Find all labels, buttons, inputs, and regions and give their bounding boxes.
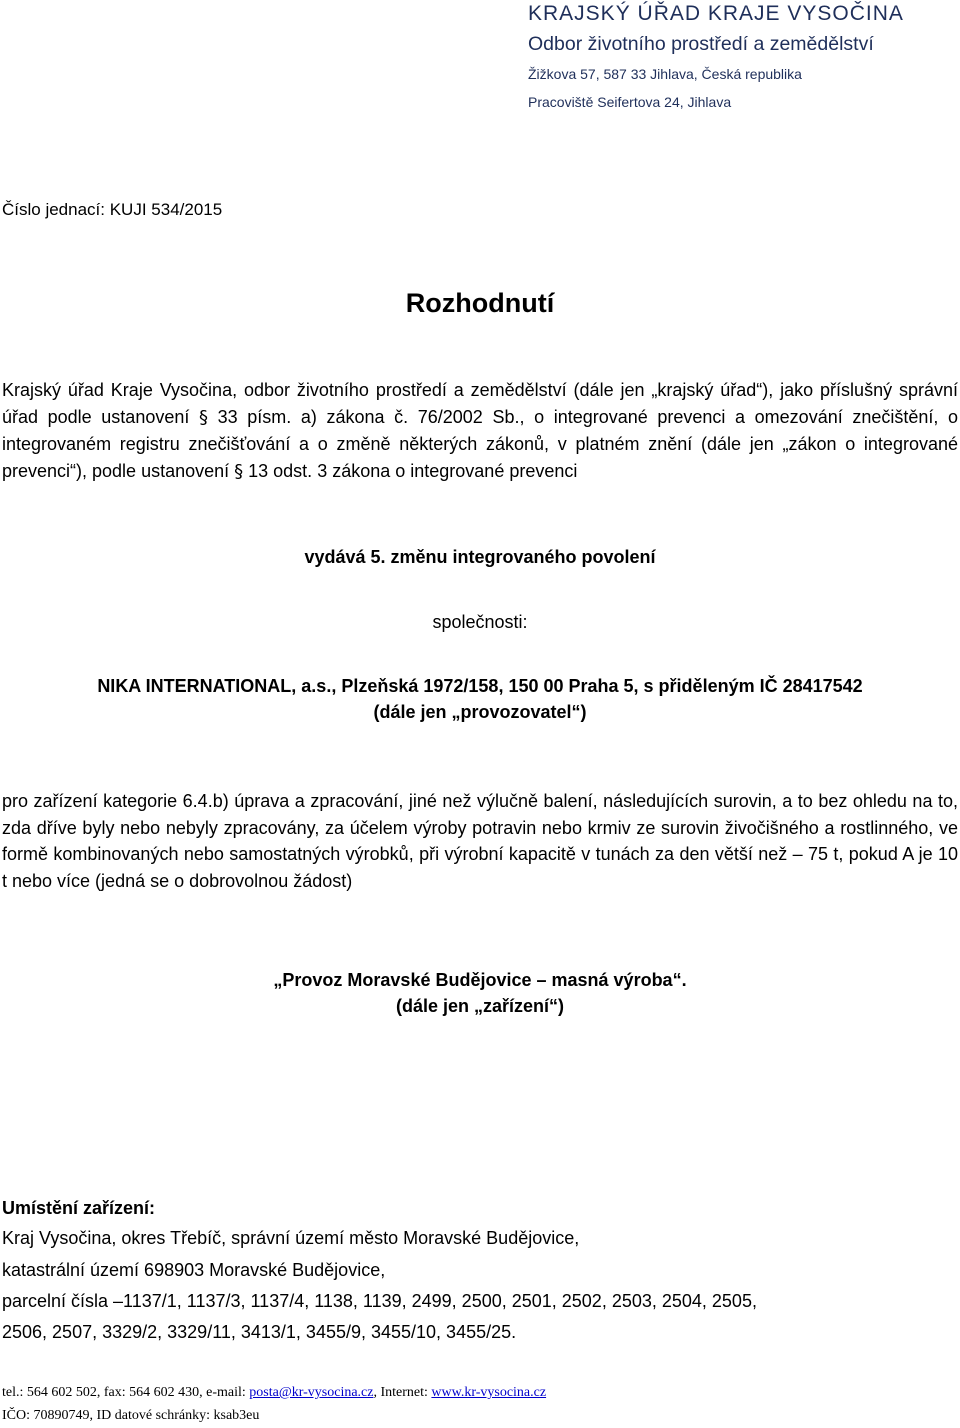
issues-rest: změnu integrovaného povolení (390, 547, 656, 567)
internet-label: , Internet: (373, 1385, 432, 1400)
location-heading: Umístění zařízení: (2, 1198, 156, 1218)
section-sign: § (198, 406, 208, 428)
location-line-1: Kraj Vysočina, okres Třebíč, správní území město Moravské Budějovice, (2, 1228, 580, 1248)
workplace-address: Pracoviště Seifertova 24, Jihlava (528, 94, 732, 110)
document-title: Rozhodnutí (405, 288, 555, 318)
intro-part-3: 13 odst. 3 zákona o integrované prevenci (243, 460, 578, 481)
authority-name: KRAJSKÝ ÚŘAD KRAJE VYSOČINA (528, 2, 904, 25)
issues-prefix: vydává 5. (304, 547, 391, 567)
company-line: NIKA INTERNATIONAL, a.s., Plzeňská 1972/158, 150 00 Praha 5, s přiděleným IČ 28417542 (97, 676, 863, 696)
footer-ids: IČO: 70890749, ID datové schránky: ksab3eu (2, 1408, 260, 1423)
intro-part-2: 33 písm. a) zákona č. 76/2002 Sb., o integrované prevenci a omezování znečištění, o integrovaném registru znečišťování a o změně některých zákonů, v platném znění (dále jen „zákon o integrované prevenci“), podle ustanovení (2, 406, 958, 481)
location-line-2: katastrální území 698903 Moravské Budějovice, (2, 1260, 386, 1280)
company-label: společnosti: (432, 612, 528, 632)
intro-part-1: Krajský úřad Kraje Vysočina, odbor životního prostředí a zemědělství (dále jen „krajský úřad“), jako příslušný správní úřad podle ustanovení (2, 380, 958, 427)
reference-number: Číslo jednací: KUJI 534/2015 (2, 200, 223, 219)
company-alias: (dále jen „provozovatel“) (373, 702, 587, 722)
facility-name: „Provoz Moravské Budějovice – masná výroba“. (273, 970, 687, 990)
facility-alias: (dále jen „zařízení“) (395, 996, 565, 1016)
footer-phone: tel.: 564 602 502, fax: 564 602 430, e-mail: (2, 1385, 250, 1400)
section-sign: § (234, 460, 244, 482)
website-link[interactable]: www.kr-vysocina.cz (431, 1385, 547, 1400)
authority-address: Žižkova 57, 587 33 Jihlava, Česká republika (528, 66, 802, 82)
intro-paragraph (2, 377, 958, 485)
issues-statement (0, 547, 960, 568)
footer-contact (2, 1385, 546, 1401)
category-paragraph: pro zařízení kategorie 6.4.b) úprava a zpracování, jiné než výlučně balení, následujících surovin, a to bez ohledu na to, zda dříve byly nebo nebyly zpracovány, za účelem výroby potravin nebo krmiv ze surovin živočišného a rostlinného, ve formě kombinovaných nebo samostatných výrobků, při výrobní kapacitě v tunách za den větší než – 75 t, pokud A je 10 t nebo více (jedná se o dobrovolnou žádost) (2, 791, 958, 891)
location-line-4: 2506, 2507, 3329/2, 3329/11, 3413/1, 3455/9, 3455/10, 3455/25. (2, 1322, 517, 1342)
department-name: Odbor životního prostředí a zemědělství (528, 33, 874, 55)
location-line-3: parcelní čísla –1137/1, 1137/3, 1137/4, 1138, 1139, 2499, 2500, 2501, 2502, 2503, 2504, 2505, (2, 1291, 757, 1311)
email-link[interactable]: posta@kr-vysocina.cz (249, 1385, 374, 1400)
